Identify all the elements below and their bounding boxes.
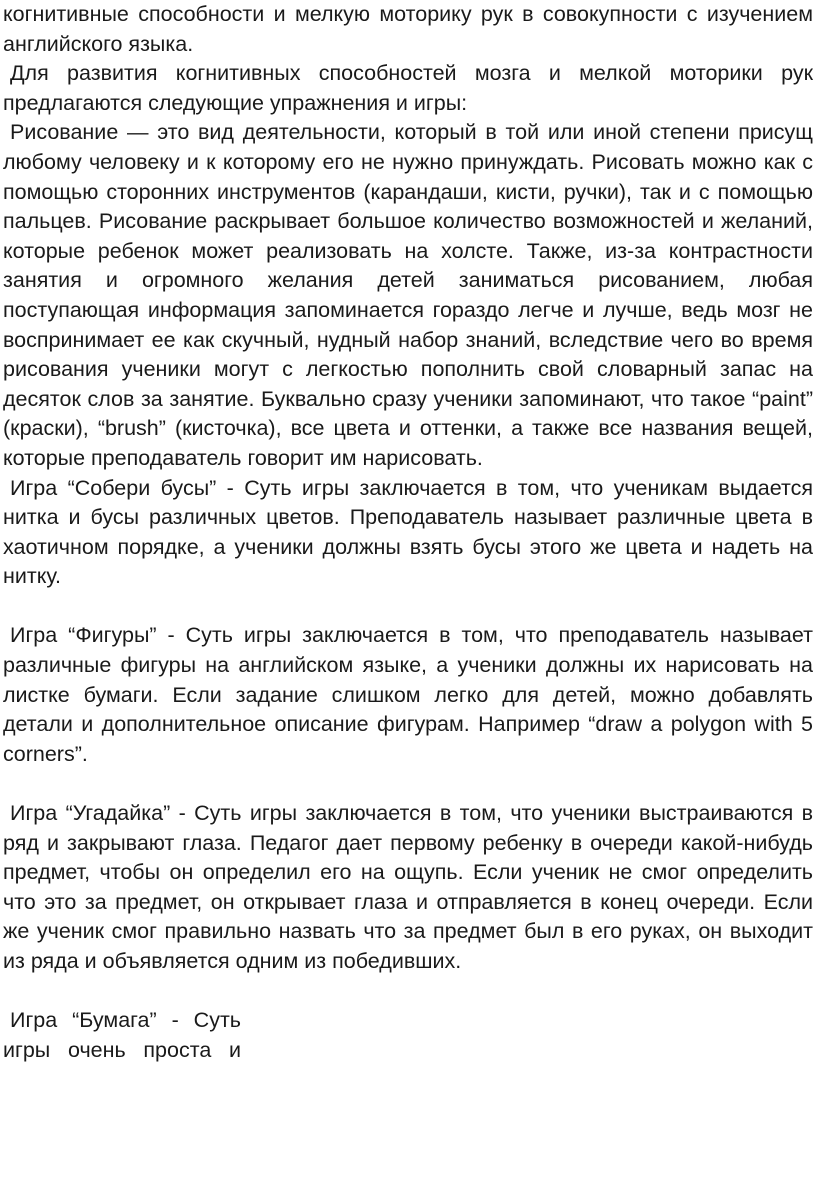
paragraph-game-paper-line-2: игры очень проста и [3,1037,241,1062]
paragraph-intro-continuation: когнитивные способности и мелкую моторику рук в совокупности с изучением английского языка. [3,2,813,56]
paragraph-gap [3,769,813,799]
paragraph-gap [3,977,813,1007]
paragraph-game-paper-line-1: Игра “Бумага” - Суть [10,1008,241,1033]
paragraph-game-guess: Игра “Угадайка” - Суть игры заключается в том, что ученики выстраиваются в ряд и закрывают глаза. Педагог дает первому ребенку в очереди какой-нибудь предмет, чтобы он определил его на ощупь. Если ученик не смог определить что это за предмет, он открывает глаза и отправляется в конец очереди. Если же ученик смог правильно назвать что за предмет был в его руках, он выходит из ряда и объявляется одним из победивших. [3,801,813,973]
paragraph-game-figures: Игра “Фигуры” - Суть игры заключается в том, что преподаватель называет различные фигуры на английском языке, а ученики должны их нарисовать на листке бумаги. Если задание слишком легко для детей, можно добавлять детали и дополнительное описание фигурам. Например “draw a polygon with 5 corners”. [3,623,813,766]
paragraph-drawing: Рисование — это вид деятельности, который в той или иной степени присущ любому человеку и к которому его не нужно принуждать. Рисовать можно как с помощью сторонних инструментов (карандаши, кисти, ручки), так и с помощью пальцев. Рисование раскрывает большое количество возможностей и желаний, которые ребенок может реализовать на холсте. Также, из-за контрастности занятия и огромного желания детей заниматься рисованием, любая поступающая информация запоминается гораздо легче и лучше, ведь мозг не воспринимает ее как скучный, нудный набор знаний, вследствие чего во время рисования ученики могут с легкостью пополнить свой словарный запас на десяток слов за занятие. Буквально сразу ученики запоминают, что такое “paint” (краски), “brush” (кисточка), все цвета и оттенки, а также все названия вещей, которые преподаватель говорит им нарисовать. [3,120,813,470]
paragraph-gap [3,592,813,622]
paragraph-game-beads: Игра “Собери бусы” - Суть игры заключается в том, что ученикам выдается нитка и бусы различных цветов. Преподаватель называет различные цвета в хаотичном порядке, а ученики должны взять бусы этого же цвета и надеть на нитку. [3,475,813,589]
paragraph-exercises-intro: Для развития когнитивных способностей мозга и мелкой моторики рук предлагаются следующие упражнения и игры: [3,61,813,115]
